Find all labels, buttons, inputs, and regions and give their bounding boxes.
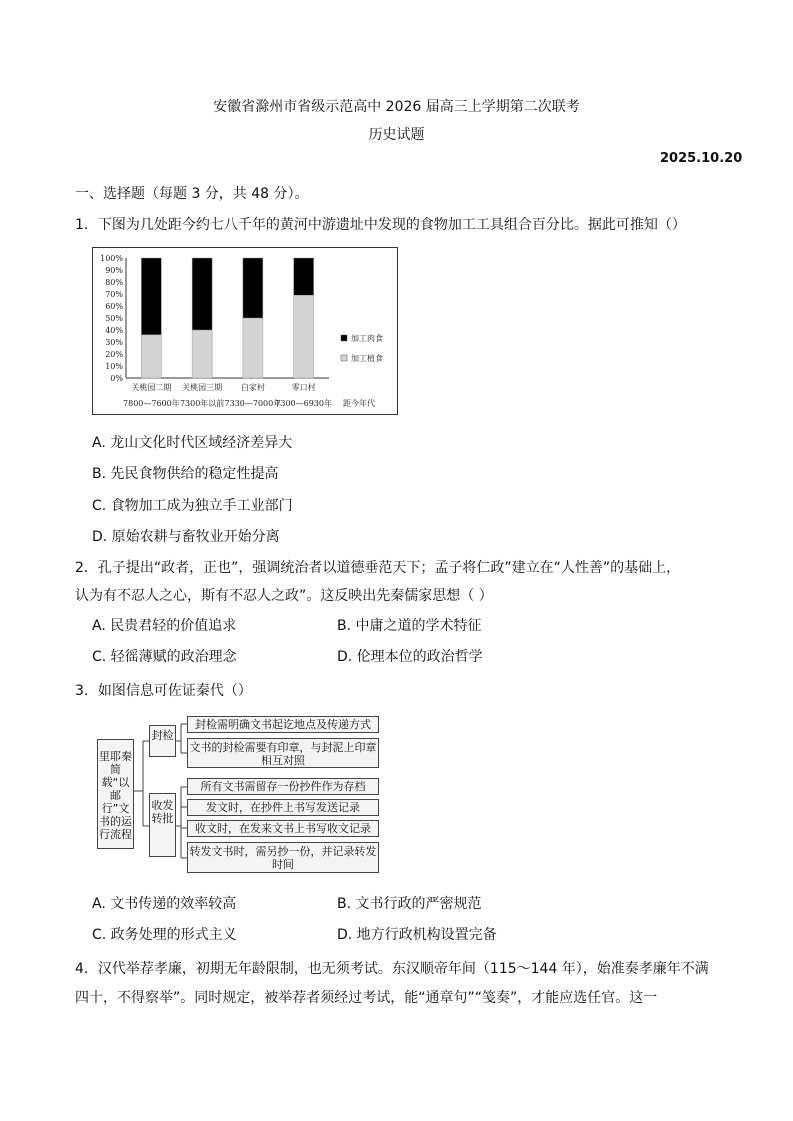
question-1-stem: 1．下图为几处距今约七八千年的黄河中游遗址中发现的食物加工工具组合百分比。据此可推知（）: [75, 217, 686, 233]
document-flow-diagram: [91, 711, 381, 877]
chart-svg: [93, 248, 397, 414]
q2-option-b[interactable]: B. 中庸之道的学术特征: [337, 618, 482, 634]
food-tool-chart: [92, 247, 398, 415]
y-tick-label: 10%: [105, 362, 123, 371]
bar-segment-plant: [243, 318, 263, 378]
question-3-stem: 3．如图信息可佐证秦代（）: [75, 683, 252, 699]
y-tick-label: 60%: [105, 302, 123, 311]
x-date-label: 7330—7000年: [224, 399, 282, 408]
diagram-item-dispatch-2: 发文时，在抄件上书写发送记录: [187, 799, 379, 816]
x-category-label: 零口村: [291, 383, 316, 392]
x-category-label: 关桃园三期: [182, 383, 223, 392]
y-tick-label: 50%: [105, 314, 123, 323]
diagram-item-dispatch-1: 所有文书需留存一份抄件作为存档: [187, 778, 379, 795]
diagram-branch-seal: 封检: [149, 725, 176, 757]
question-4-line-2: 四十，不得察举”。同时规定，被举荐者须经过考试，能“通章句”“笺奏”，才能应选任官。这一: [75, 990, 658, 1006]
diagram-root-box: 里耶秦简载“以邮行”文书的运行流程: [97, 739, 134, 849]
exam-date: 2025.10.20: [660, 151, 743, 166]
question-2-line-2: 认为有不忍人之心，斯有不忍人之政”。这反映出先秦儒家思想（ ）: [75, 588, 493, 604]
q3-option-d[interactable]: D. 地方行政机构设置完备: [337, 927, 497, 943]
y-tick-label: 20%: [105, 350, 123, 359]
q2-option-d[interactable]: D. 伦理本位的政治哲学: [337, 649, 483, 665]
exam-title: 安徽省滁州市省级示范高中 2026 届高三上学期第二次联考: [213, 99, 580, 115]
y-tick-label: 40%: [105, 326, 123, 335]
q3-option-a[interactable]: A. 文书传递的效率较高: [92, 896, 237, 912]
y-tick-label: 90%: [105, 266, 123, 275]
q1-option-d[interactable]: D. 原始农耕与畜牧业开始分离: [92, 529, 280, 545]
x-date-label: 7300—6930年: [275, 399, 332, 408]
diagram-item-seal-1: 封检需明确文书起讫地点及传递方式: [187, 716, 379, 733]
q3-option-b[interactable]: B. 文书行政的严密规范: [337, 896, 482, 912]
legend-swatch: [341, 335, 347, 341]
bar-segment-meat: [192, 258, 212, 330]
q3-option-c[interactable]: C. 政务处理的形式主义: [92, 927, 237, 943]
diagram-item-seal-2: 文书的封检需要有印章，与封泥上印章相互对照: [187, 738, 379, 768]
bar-segment-plant: [192, 330, 212, 378]
q1-option-a[interactable]: A. 龙山文化时代区域经济差异大: [92, 435, 293, 451]
x-category-label: 关桃园二期: [131, 383, 172, 392]
y-tick-label: 100%: [100, 254, 123, 263]
question-4-line-1: 4．汉代举荐孝廉，初期无年龄限制，也无须考试。东汉顺帝年间（115～144 年），始准奏孝廉年不满: [75, 961, 709, 977]
bar-segment-plant: [141, 335, 161, 378]
diagram-branch-dispatch: 收发转批: [149, 793, 176, 857]
x-date-label: 7300年以前: [179, 399, 225, 408]
diagram-item-dispatch-4: 转发文书时，需另抄一份，并记录转发时间: [187, 842, 379, 873]
bar-segment-meat: [243, 258, 263, 318]
q1-option-b[interactable]: B. 先民食物供给的稳定性提高: [92, 466, 279, 482]
q2-option-c[interactable]: C. 轻徭薄赋的政治理念: [92, 649, 237, 665]
x-category-label: 白家村: [240, 383, 265, 392]
bar-segment-plant: [294, 295, 314, 378]
diagram-item-dispatch-3: 收文时，在发来文书上书写收文记录: [187, 820, 379, 837]
legend-label: 加工植食: [351, 354, 383, 363]
bar-segment-meat: [141, 258, 161, 335]
y-tick-label: 80%: [105, 278, 123, 287]
section-heading: 一、选择题（每题 3 分，共 48 分）。: [75, 186, 309, 202]
q1-option-c[interactable]: C. 食物加工成为独立手工业部门: [92, 498, 293, 514]
date-axis-label: 距今年代: [343, 399, 375, 408]
bar-segment-meat: [294, 258, 314, 295]
x-date-label: 7800—7600年: [123, 399, 180, 408]
q2-option-a[interactable]: A. 民贵君轻的价值追求: [92, 618, 237, 634]
exam-subtitle: 历史试题: [368, 127, 425, 143]
y-tick-label: 70%: [105, 290, 123, 299]
y-tick-label: 0%: [110, 374, 123, 383]
question-2-line-1: 2．孔子提出“政者，正也”，强调统治者以道德垂范天下；孟子将仁政”建立在“人性善”的基础上，: [75, 560, 681, 576]
legend-swatch: [341, 355, 347, 361]
y-tick-label: 30%: [105, 338, 123, 347]
legend-label: 加工肉食: [351, 334, 383, 343]
